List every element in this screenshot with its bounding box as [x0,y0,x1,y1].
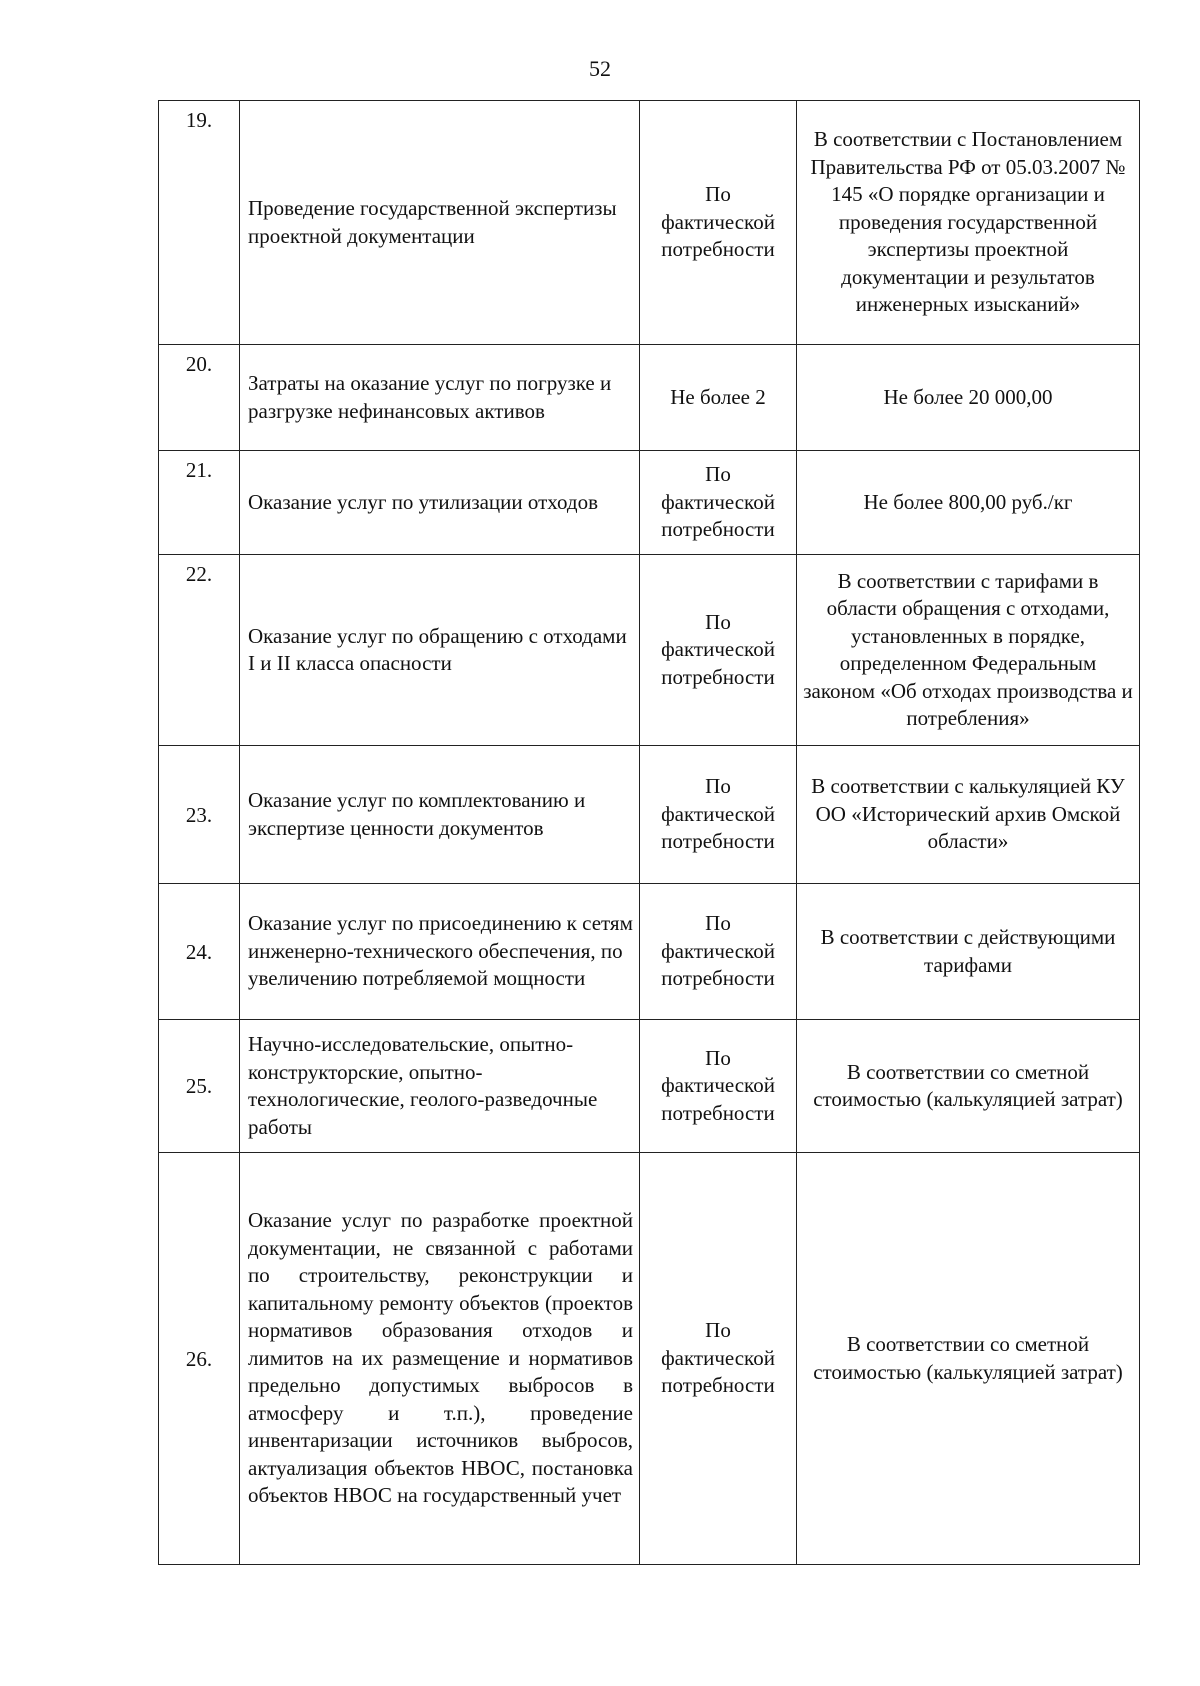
table-row [159,884,1140,1020]
table-row [159,451,1140,555]
service-price: Не более 800,00 руб./кг [797,451,1140,555]
service-quantity: По фактической потребности [640,451,797,555]
table-row [159,101,1140,345]
service-name: Проведение государственной экспертизы проектной документации [240,101,640,345]
row-number: 21. [159,451,240,555]
row-number: 23. [159,746,240,884]
service-name: Оказание услуг по комплектованию и экспертизе ценности документов [240,746,640,884]
service-quantity: Не более 2 [640,345,797,451]
row-number: 20. [159,345,240,451]
service-name: Затраты на оказание услуг по погрузке и разгрузке нефинансовых активов [240,345,640,451]
row-number: 24. [159,884,240,1020]
table-row [159,1020,1140,1153]
service-quantity: По фактической потребности [640,884,797,1020]
page-number: 52 [589,56,611,81]
service-quantity: По фактической потребности [640,101,797,345]
row-number: 26. [159,1153,240,1565]
service-quantity: По фактической потребности [640,555,797,746]
service-price: В соответствии со сметной стоимостью (калькуляцией затрат) [797,1020,1140,1153]
service-quantity: По фактической потребности [640,746,797,884]
service-name: Оказание услуг по обращению с отходами I и II класса опасности [240,555,640,746]
service-price: В соответствии со сметной стоимостью (калькуляцией затрат) [797,1153,1140,1565]
table-row [159,345,1140,451]
table-row [159,555,1140,746]
service-name: Оказание услуг по присоединению к сетям инженерно-технического обеспечения, по увеличению потребляемой мощности [240,884,640,1020]
norms-table [158,100,1140,1565]
service-quantity: По фактической потребности [640,1153,797,1565]
service-name: Оказание услуг по разработке проектной документации, не связанной с работами по строительству, реконструкции и капитальному ремонту объектов (проектов нормативов образования отходов и лимитов на их размещение и нормативов предельно допустимых выбросов в атмосферу и т.п.), проведение инвентаризации источников выбросов, актуализация объектов НВОС, постановка объектов НВОС на государственный учет [240,1153,640,1565]
row-number: 19. [159,101,240,345]
norms-table-container [158,100,1139,1565]
service-price: В соответствии с тарифами в области обращения с отходами, установленных в порядке, определенном Федеральным законом «Об отходах производства и потребления» [797,555,1140,746]
service-quantity: По фактической потребности [640,1020,797,1153]
row-number: 25. [159,1020,240,1153]
table-row [159,1153,1140,1565]
service-name: Научно-исследовательские, опытно-конструкторские, опытно-технологические, геолого-разведочные работы [240,1020,640,1153]
service-name: Оказание услуг по утилизации отходов [240,451,640,555]
service-price: В соответствии с калькуляцией КУ ОО «Исторический архив Омской области» [797,746,1140,884]
service-price: Не более 20 000,00 [797,345,1140,451]
table-row [159,746,1140,884]
service-price: В соответствии с Постановлением Правительства РФ от 05.03.2007 № 145 «О порядке организации и проведения государственной экспертизы проектной документации и результатов инженерных изысканий» [797,101,1140,345]
row-number: 22. [159,555,240,746]
service-price: В соответствии с действующими тарифами [797,884,1140,1020]
